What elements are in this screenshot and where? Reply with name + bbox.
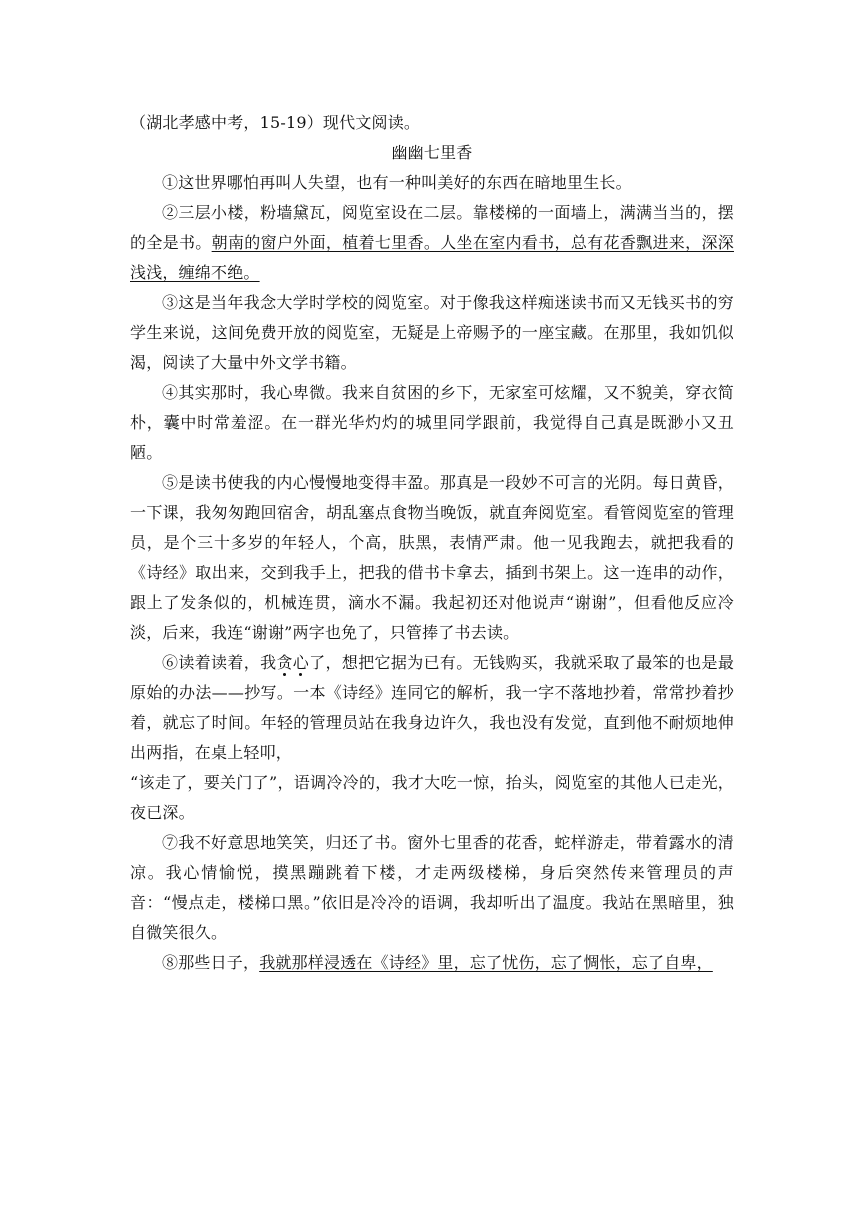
paragraph-8-lead: ⑧那些日子， bbox=[162, 953, 260, 972]
paragraph-2-underlined-sentence: 朝南的窗户外面，植着七里香。人坐在室内看书，总有花香飘进来，深深浅浅，缠绵不绝。 bbox=[130, 233, 734, 282]
passage-title: 幽幽七里香 bbox=[391, 143, 473, 162]
paragraph-4: ④其实那时，我心卑微。我来自贫困的乡下，无家室可炫耀，又不貌美，穿衣简朴，囊中时常羞涩。在一群光华灼灼的城里同学跟前，我觉得自己真是既渺小又丑陋。 bbox=[130, 383, 734, 462]
paragraph-7: ⑦我不好意思地笑笑，归还了书。窗外七里香的花香，蛇样游走，带着露水的清凉。我心情愉悦，摸黑蹦跳着下楼，才走两级楼梯，身后突然传来管理员的声音：“慢点走，楼梯口黑。”依旧是冷冷的语调，我却听出了温度。我站在黑暗里，独自微笑很久。 bbox=[130, 833, 734, 942]
paragraph-8-underlined-sentence: 我就那样浸透在《诗经》里，忘了忧伤，忘了惆怅，忘了自卑， bbox=[259, 953, 713, 972]
paragraph-3: ③这是当年我念大学时学校的阅览室。对于像我这样痴迷读书而又无钱买书的穷学生来说，这间免费开放的阅览室，无疑是上帝赐予的一座宝藏。在那里，我如饥似渴，阅读了大量中外文学书籍。 bbox=[130, 293, 734, 372]
paragraph-6 bbox=[130, 648, 734, 768]
reading-passage bbox=[130, 108, 734, 978]
paragraph-6-dotted-word bbox=[276, 653, 309, 672]
paragraph-6-lead: ⑥读着读着，我 bbox=[162, 653, 277, 672]
question-source: （湖北孝感中考，15-19）现代文阅读。 bbox=[130, 113, 421, 132]
paragraph-2 bbox=[130, 198, 734, 288]
paragraph-2-lead: ②三层小楼，粉墙黛瓦，阅览室设在二层。靠楼梯的一面墙上，满满当当的，摆的全是书。 bbox=[130, 203, 734, 252]
paragraph-6-rest: 了，想把它据为已有。无钱购买，我就采取了最笨的也是最原始的办法——抄写。一本《诗经》连同它的解析，我一字不落地抄着，常常抄着抄着，就忘了时间。年轻的管理员站在我身边许久，我也没有发觉，直到他不耐烦地伸出两指，在桌上轻叩， bbox=[130, 653, 735, 762]
emphasis-dot-char: 心 bbox=[292, 653, 310, 672]
paragraph-1: ①这世界哪怕再叫人失望，也有一种叫美好的东西在暗地里生长。 bbox=[162, 173, 632, 192]
paragraph-8 bbox=[130, 948, 734, 978]
emphasis-dot-char: 贪 bbox=[276, 653, 293, 672]
paragraph-5: ⑤是读书使我的内心慢慢地变得丰盈。那真是一段妙不可言的光阴。每日黄昏，一下课，我匆匆跑回宿舍，胡乱塞点食物当晚饭，就直奔阅览室。看管阅览室的管理员，是个三十多岁的年轻人，个高，肤黑，表情严肃。他一见我跑去，就把我看的《诗经》取出来，交到我手上，把我的借书卡拿去，插到书架上。这一连串的动作，跟上了发条似的，机械连贯，滴水不漏。我起初还对他说声“谢谢”，但看他反应冷淡，后来，我连“谢谢”两字也免了，只管捧了书去读。 bbox=[130, 473, 734, 642]
paragraph-6-continuation: “该走了，要关门了”，语调冷冷的，我才大吃一惊，抬头，阅览室的其他人已走光，夜已深。 bbox=[130, 773, 734, 822]
